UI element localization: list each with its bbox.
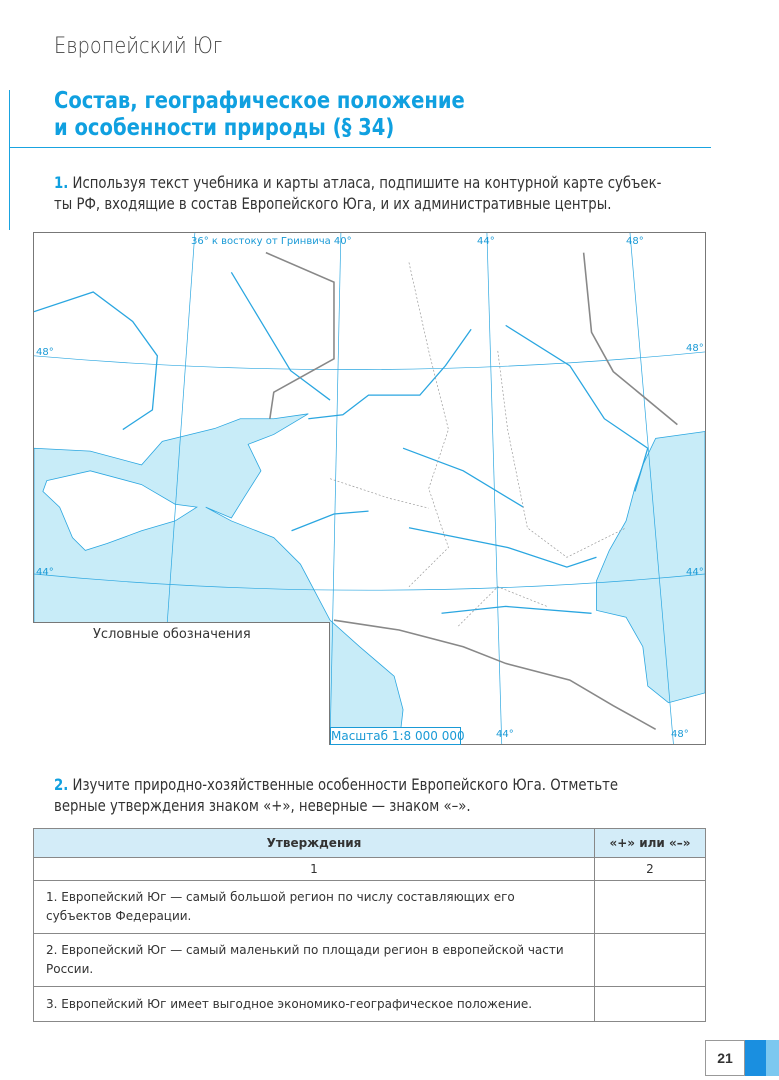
- river-kuban: [292, 511, 369, 531]
- statements-table: [33, 828, 706, 1022]
- river-kuma: [409, 528, 596, 567]
- map-legend-box[interactable]: [33, 622, 330, 745]
- statement-1-line1: 1. Европейский Юг — самый большой регион по числу составляющих его: [46, 890, 515, 904]
- statement-1: [34, 881, 595, 934]
- border-kazakhstan: [584, 253, 678, 425]
- table-row: [34, 987, 706, 1022]
- top-44-label: 44°: [477, 236, 495, 247]
- river-manych: [403, 448, 523, 507]
- left-48-label: 48°: [36, 347, 54, 358]
- legend-title: Условные обозначения: [93, 627, 251, 642]
- statement-2-line1: 2. Европейский Юг — самый маленький по площади регион в европейской части: [46, 943, 564, 957]
- title-divider: [9, 147, 711, 148]
- page-tab-stripe: [745, 1040, 766, 1076]
- page-tab-stripe-light: [766, 1040, 779, 1076]
- river-don: [308, 329, 471, 418]
- page-number: 21: [705, 1040, 745, 1076]
- index-col1: 1: [34, 858, 595, 881]
- meridian-44: [487, 233, 502, 744]
- task1-number: 1.: [54, 173, 69, 192]
- river-terek: [442, 606, 592, 613]
- answer-cell-2[interactable]: [595, 934, 706, 987]
- map-scale: Масштаб 1:8 000 000: [331, 729, 465, 743]
- table-header-row: [34, 829, 706, 858]
- border-ukraine: [266, 253, 334, 419]
- lesson-title: [54, 88, 465, 142]
- top-48-label: 48°: [626, 236, 644, 247]
- margin-line: [9, 90, 10, 230]
- river-donets: [231, 272, 330, 400]
- task1-line1: Используя текст учебника и карты атласа, подпишите на контурной карте субъек-: [72, 173, 662, 192]
- bottom-48-label: 48°: [671, 729, 689, 740]
- lesson-title-line1: Состав, географическое положение: [54, 88, 465, 114]
- chapter-title: Европейский Юг: [54, 34, 223, 59]
- table-row: [34, 934, 706, 987]
- statement-2: [34, 934, 595, 987]
- task2-number: 2.: [54, 775, 69, 794]
- header-statements: Утверждения: [34, 829, 595, 858]
- top-meridian-label: 36° к востоку от Гринвича 40°: [191, 236, 352, 247]
- statement-2-line2: России.: [46, 962, 94, 976]
- region-borders: [330, 262, 626, 626]
- answer-cell-1[interactable]: [595, 881, 706, 934]
- right-48-label: 48°: [686, 343, 704, 354]
- task1-line2: ты РФ, входящие в состав Европейского Юга, и их административные центры.: [54, 194, 612, 213]
- right-44-label: 44°: [686, 567, 704, 578]
- answer-cell-3[interactable]: [595, 987, 706, 1022]
- index-col2: 2: [595, 858, 706, 881]
- table-index-row: [34, 858, 706, 881]
- lesson-title-line2: и особенности природы (§ 34): [54, 115, 395, 141]
- header-answer: «+» или «–»: [595, 829, 706, 858]
- statement-3: 3. Европейский Юг имеет выгодное экономико-географическое положение.: [34, 987, 595, 1022]
- task2-line1: Изучите природно-хозяйственные особенности Европейского Юга. Отметьте: [72, 775, 619, 794]
- task1-text: [54, 172, 661, 214]
- table-row: [34, 881, 706, 934]
- task2-text: [54, 774, 618, 816]
- statement-1-line2: субъектов Федерации.: [46, 909, 192, 923]
- left-44-label: 44°: [36, 567, 54, 578]
- task2-line2: верные утверждения знаком «+», неверные — знаком «–».: [54, 796, 471, 815]
- bottom-44-label: 44°: [496, 729, 514, 740]
- river-volga: [506, 325, 648, 491]
